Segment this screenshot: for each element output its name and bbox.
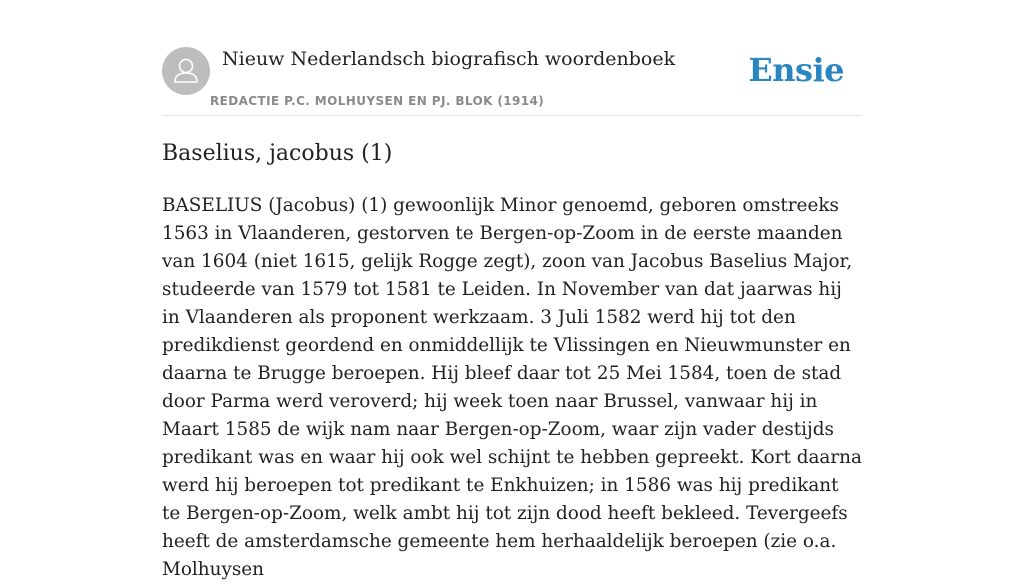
user-silhouette-icon: [162, 47, 210, 95]
ensie-logo[interactable]: Ensie: [748, 51, 844, 89]
article-title: Baselius, jacobus (1): [162, 141, 393, 166]
source-subtitle: REDACTIE P.C. MOLHUYSEN EN PJ. BLOK (1914): [210, 94, 545, 108]
source-title[interactable]: Nieuw Nederlandsch biografisch woordenboek: [222, 48, 676, 70]
article-body: BASELIUS (Jacobus) (1) gewoonlijk Minor genoemd, geboren omstreeks 1563 in Vlaanderen, gestorven te Bergen-op-Zoom in de eerste maanden van 1604 (niet 1615, gelijk Rogge zegt), zoon van Jacobus Baselius Major, studeerde van 1579 tot 1581 te Leiden. In November van dat jaarwas hij in Vlaanderen als proponent werkzaam. 3 Juli 1582 werd hij tot den predikdienst geordend en onmiddellijk te Vlissingen en Nieuwmunster en daarna te Brugge beroepen. Hij bleef daar tot 25 Mei 1584, toen de stad door Parma werd veroverd; hij week toen naar Brussel, vanwaar hij in Maart 1585 de wijk nam naar Bergen-op-Zoom, waar zijn vader destijds predikant was en waar hij ook wel schijnt te hebben gepreekt. Kort daarna werd hij beroepen tot predikant te Enkhuizen; in 1586 was hij predikant te Bergen-op-Zoom, welk ambt hij tot zijn dood heeft bekleed. Tevergeefs heeft de amsterdamsche gemeente hem herhaaldelijk beroepen (zie o.a. Molhuysen: [162, 195, 862, 580]
source-header: [162, 46, 862, 116]
source-avatar[interactable]: [162, 47, 210, 95]
